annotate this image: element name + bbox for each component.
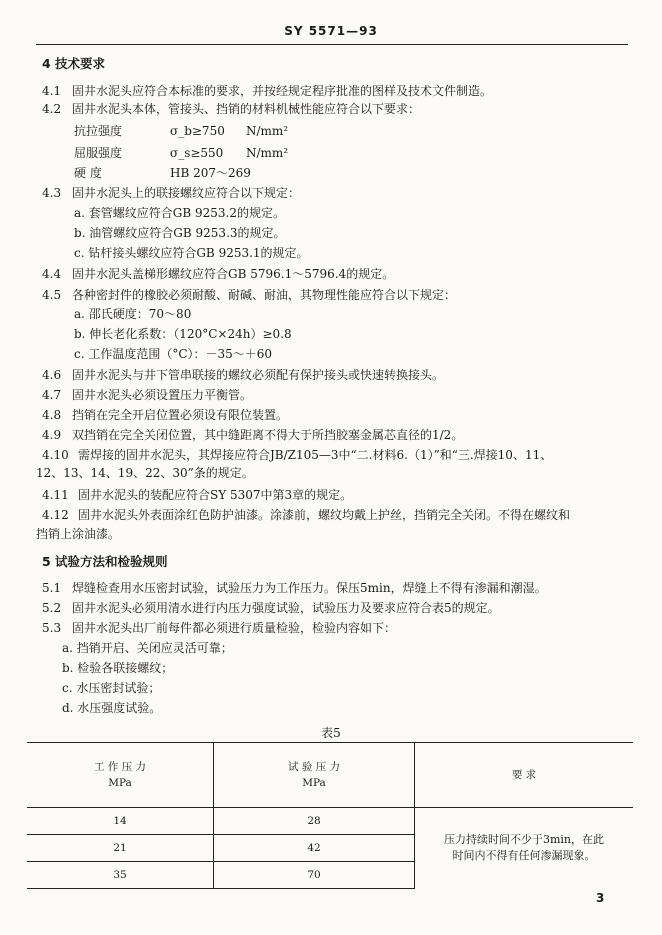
- property-name: 屈服强度: [74, 146, 123, 160]
- property-formula: σ_s≥550: [170, 146, 224, 160]
- property-formula: σ_b≥750: [170, 124, 225, 138]
- clause-number: 5.3: [42, 621, 62, 635]
- clause-4-2: [42, 102, 420, 116]
- table-row: [27, 808, 633, 835]
- list-item: a. 套管螺纹应符合GB 9253.2的规定。: [74, 206, 285, 220]
- working-pressure-cell: 14: [27, 808, 214, 835]
- column-header-test-pressure: [214, 743, 415, 808]
- test-pressure-cell: 70: [214, 862, 415, 889]
- clause-number: 4.1: [42, 84, 62, 98]
- clause-number: 4.7: [42, 388, 62, 402]
- page-number: 3: [596, 891, 605, 905]
- clause-4-6: [42, 368, 444, 382]
- clause-text: 固井水泥头必须用清水进行内压力强度试验，试验压力及要求应符合表5的规定。: [72, 601, 500, 615]
- property-unit: N/mm²: [246, 124, 289, 138]
- list-item: b. 油管螺纹应符合GB 9253.3的规定。: [74, 226, 286, 240]
- clause-number: 4.2: [42, 102, 62, 116]
- clause-number: 4.11: [42, 488, 69, 502]
- test-pressure-cell: 42: [214, 835, 415, 862]
- clause-number: 4.5: [42, 288, 62, 302]
- clause-number: 4.10: [42, 448, 69, 462]
- list-item: c. 水压密封试验；: [62, 681, 161, 695]
- clause-5-3: [42, 621, 396, 635]
- clause-text: 固井水泥头上的联接螺纹应符合以下规定：: [72, 186, 301, 200]
- clause-text: 各种密封件的橡胶必须耐酸、耐碱、耐油，其物理性能应符合以下规定：: [72, 288, 457, 302]
- clause-text: 固井水泥头必须设置压力平衡管。: [72, 388, 253, 402]
- clause-number: 4.4: [42, 267, 62, 281]
- clause-4-12: [42, 508, 570, 522]
- requirement-line: 时间内不得有任何渗漏现象。: [452, 849, 596, 863]
- clause-text: 固井水泥头盖梯形螺纹应符合GB 5796.1～5796.4的规定。: [72, 267, 395, 281]
- clause-text: 固井水泥头出厂前每件都必须进行质量检验，检验内容如下：: [72, 621, 397, 635]
- list-item: c. 工作温度范围（°C）：－35～＋60: [74, 347, 273, 361]
- clause-4-9: [42, 428, 463, 442]
- clause-4-1: [42, 84, 492, 98]
- working-pressure-cell: 21: [27, 835, 214, 862]
- header-label: 工 作 压 力: [93, 761, 146, 773]
- list-item: a. 邵氏硬度：70～80: [74, 307, 192, 321]
- clause-number: 4.3: [42, 186, 62, 200]
- list-item: d. 水压强度试验。: [62, 701, 162, 715]
- clause-text: 固井水泥头外表面涂红色防护油漆。涂漆前，螺纹均戴上护丝，挡销完全关闭。不得在螺纹和: [78, 508, 571, 522]
- section-4-heading: 4 技术要求: [42, 56, 106, 71]
- list-item: a. 挡销开启、关闭应灵活可靠；: [62, 641, 233, 655]
- requirement-line: 压力持续时间不少于3min，在此: [443, 833, 605, 847]
- list-item: b. 检验各联接螺纹；: [62, 661, 174, 675]
- clause-number: 4.12: [42, 508, 69, 522]
- clause-4-8: [42, 408, 288, 422]
- property-name: 硬 度: [74, 166, 102, 180]
- property-row: [74, 124, 288, 138]
- clause-continuation: 12、13、14、19、22、30”条的规定。: [36, 466, 254, 480]
- standard-code: SY 5571—93: [284, 24, 378, 38]
- clause-4-3: [42, 186, 300, 200]
- clause-text: 需焊接的固井水泥头，其焊接应符合JB/Z105—3中“二.材料6.（1）”和“三.焊接10、11、: [78, 448, 553, 462]
- test-pressure-cell: 28: [214, 808, 415, 835]
- clause-5-2: [42, 601, 500, 615]
- clause-5-1: [42, 581, 547, 595]
- property-row: [74, 146, 288, 160]
- table-5: [27, 742, 633, 889]
- header-label: 试 验 压 力: [287, 761, 340, 773]
- clause-number: 5.2: [42, 601, 62, 615]
- list-item: c. 钻杆接头螺纹应符合GB 9253.1的规定。: [74, 246, 309, 260]
- clause-number: 5.1: [42, 581, 62, 595]
- clause-text: 固井水泥头本体，管接头、挡销的材料机械性能应符合以下要求：: [72, 102, 421, 116]
- property-unit: N/mm²: [246, 146, 289, 160]
- clause-number: 4.8: [42, 408, 62, 422]
- table-caption: 表5: [321, 726, 341, 740]
- header-rule: [36, 44, 628, 45]
- clause-number: 4.6: [42, 368, 62, 382]
- property-row: [74, 166, 251, 180]
- column-header-requirement: [415, 743, 634, 808]
- header-label: 要 求: [511, 769, 537, 781]
- clause-continuation: 挡销上涂油漆。: [36, 527, 121, 541]
- clause-4-4: [42, 267, 394, 281]
- working-pressure-cell: 35: [27, 862, 214, 889]
- list-item: b. 伸长老化系数：（120°C×24h）≥0.8: [74, 327, 292, 341]
- requirement-cell: [415, 808, 634, 889]
- header-unit: MPa: [108, 777, 132, 789]
- clause-text: 挡销在完全开启位置必须设有限位装置。: [72, 408, 289, 422]
- clause-4-7: [42, 388, 252, 402]
- section-5-heading: 5 试验方法和检验规则: [42, 554, 168, 569]
- clause-number: 4.9: [42, 428, 62, 442]
- header-unit: MPa: [302, 777, 326, 789]
- clause-4-10: [42, 448, 552, 462]
- table-header-row: [27, 743, 633, 808]
- property-name: 抗拉强度: [74, 124, 123, 138]
- clause-4-11: [42, 488, 352, 502]
- clause-text: 固井水泥头与井下管串联接的螺纹必须配有保护接头或快速转换接头。: [72, 368, 445, 382]
- clause-text: 固井水泥头应符合本标准的要求，并按经规定程序批准的图样及技术文件制造。: [72, 84, 493, 98]
- clause-text: 固井水泥头的装配应符合SY 5307中第3章的规定。: [78, 488, 353, 502]
- clause-text: 焊缝检查用水压密封试验，试验压力为工作压力。保压5min，焊缝上不得有渗漏和潮湿。: [72, 581, 547, 595]
- column-header-working-pressure: [27, 743, 214, 808]
- clause-4-5: [42, 288, 456, 302]
- property-formula: HB 207～269: [170, 166, 251, 180]
- clause-text: 双挡销在完全关闭位置，其中缝距离不得大于所挡胶塞金属芯直径的1/2。: [72, 428, 464, 442]
